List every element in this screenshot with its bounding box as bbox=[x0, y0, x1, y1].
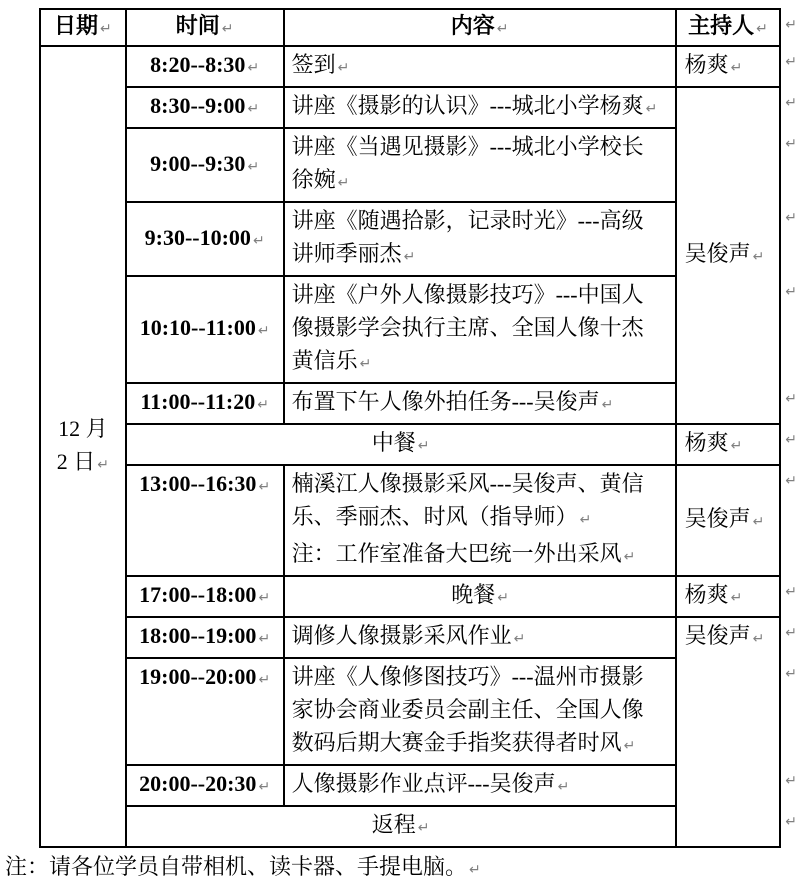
paragraph-mark: ↵ bbox=[257, 397, 269, 413]
row-end-glyph: ↵ bbox=[785, 584, 797, 600]
time-cell: 11:00--11:20 ↵ bbox=[126, 383, 284, 424]
col-header-host-label: 主持人 bbox=[688, 13, 755, 38]
paragraph-mark: ↵ bbox=[247, 60, 260, 76]
paragraph-mark: ↵ bbox=[252, 232, 265, 249]
table-row bbox=[40, 465, 798, 576]
content-paragraph: 楠溪江人像摄影采风---吴俊声、黄信乐、季丽杰、时风（指导师） ↵ bbox=[291, 471, 644, 529]
time-cell: 13:00--16:30 ↵ bbox=[126, 465, 284, 576]
lunch-cell: 中餐 ↵ bbox=[126, 424, 676, 465]
row-end-mark bbox=[780, 9, 798, 46]
row-end-mark bbox=[780, 128, 798, 202]
paragraph-mark: ↵ bbox=[417, 820, 430, 836]
host-cell-merged: 吴俊声 ↵ bbox=[676, 617, 781, 847]
host-cell: 杨爽 ↵ bbox=[676, 424, 781, 465]
content-cell: 讲座《当遇见摄影》---城北小学校长徐婉 ↵ bbox=[284, 128, 676, 202]
paragraph-mark: ↵ bbox=[258, 631, 271, 647]
paragraph-mark: ↵ bbox=[359, 356, 372, 372]
time-cell: 10:10--11:00 ↵ bbox=[126, 276, 284, 383]
content-cell bbox=[284, 465, 676, 576]
paragraph-mark: ↵ bbox=[557, 779, 570, 795]
return-cell: 返程 ↵ bbox=[126, 806, 676, 847]
content-cell: 讲座《随遇拾影，记录时光》---高级讲师季丽杰 ↵ bbox=[284, 202, 676, 276]
time-cell: 19:00--20:00 ↵ bbox=[126, 658, 284, 765]
row-end-mark bbox=[780, 202, 798, 276]
paragraph-mark: ↵ bbox=[645, 101, 658, 117]
row-end-mark bbox=[780, 765, 798, 806]
row-end-glyph: ↵ bbox=[785, 95, 797, 111]
host-cell: 吴俊声 ↵ bbox=[676, 465, 781, 576]
paragraph-mark: ↵ bbox=[99, 21, 112, 37]
host-cell: 杨爽 ↵ bbox=[676, 46, 781, 87]
content-cell: 签到 ↵ bbox=[284, 46, 676, 87]
date-cell bbox=[40, 46, 126, 847]
row-end-mark bbox=[780, 424, 798, 465]
row-end-glyph: ↵ bbox=[785, 391, 797, 407]
paragraph-mark: ↵ bbox=[752, 631, 765, 647]
table-row bbox=[40, 617, 798, 658]
row-end-mark bbox=[780, 465, 798, 576]
time-cell: 8:20--8:30 ↵ bbox=[126, 46, 284, 87]
date-line-2: 2 日 ↵ bbox=[56, 448, 109, 474]
paragraph-mark: ↵ bbox=[496, 21, 509, 37]
content-cell: 布置下午人像外拍任务---吴俊声 ↵ bbox=[284, 383, 676, 424]
paragraph-mark: ↵ bbox=[258, 479, 271, 495]
content-cell: 调修人像摄影采风作业 ↵ bbox=[284, 617, 676, 658]
paragraph-mark: ↵ bbox=[417, 438, 430, 454]
dinner-cell: 晚餐 ↵ bbox=[284, 576, 676, 617]
table-row bbox=[40, 87, 798, 128]
paragraph-mark: ↵ bbox=[752, 249, 765, 265]
col-header-date bbox=[40, 9, 126, 46]
header-row bbox=[40, 9, 798, 46]
col-header-content-label: 内容 bbox=[450, 13, 495, 38]
paragraph-mark: ↵ bbox=[258, 590, 271, 606]
paragraph-mark: ↵ bbox=[337, 175, 350, 191]
content-cell: 讲座《户外人像摄影技巧》---中国人像摄影学会执行主席、全国人像十杰黄信乐 ↵ bbox=[284, 276, 676, 383]
time-cell: 17:00--18:00 ↵ bbox=[126, 576, 284, 617]
content-cell: 讲座《摄影的认识》---城北小学杨爽 ↵ bbox=[284, 87, 676, 128]
row-end-mark bbox=[780, 87, 798, 128]
table-row-lunch bbox=[40, 424, 798, 465]
footnote bbox=[5, 852, 799, 885]
paragraph-mark: ↵ bbox=[258, 779, 271, 795]
paragraph-mark: ↵ bbox=[337, 60, 350, 76]
row-end-glyph: ↵ bbox=[785, 773, 797, 789]
time-cell: 20:00--20:30 ↵ bbox=[126, 765, 284, 806]
row-end-mark bbox=[780, 658, 798, 765]
table-row bbox=[40, 46, 798, 87]
row-end-glyph: ↵ bbox=[785, 210, 797, 226]
col-header-date-label: 日期 bbox=[53, 13, 98, 38]
paragraph-mark: ↵ bbox=[752, 514, 765, 530]
paragraph-mark: ↵ bbox=[756, 21, 768, 37]
time-cell: 9:30--10:00 ↵ bbox=[126, 202, 284, 276]
paragraph-mark: ↵ bbox=[730, 438, 743, 454]
paragraph-mark: ↵ bbox=[513, 631, 526, 647]
content-cell: 人像摄影作业点评---吴俊声 ↵ bbox=[284, 765, 676, 806]
row-end-glyph: ↵ bbox=[785, 136, 797, 152]
row-end-glyph: ↵ bbox=[785, 666, 797, 682]
row-end-glyph: ↵ bbox=[785, 17, 797, 33]
row-end-mark bbox=[780, 617, 798, 658]
row-end-glyph: ↵ bbox=[785, 473, 797, 489]
paragraph-mark: ↵ bbox=[497, 590, 509, 606]
content-cell: 讲座《人像修图技巧》---温州市摄影家协会商业委员会副主任、全国人像数码后期大赛金手指奖获得者时风 ↵ bbox=[284, 658, 676, 765]
time-cell: 18:00--19:00 ↵ bbox=[126, 617, 284, 658]
footnote-text: 注：请各位学员自带相机、读卡器、手提电脑。 bbox=[5, 854, 468, 879]
row-end-mark bbox=[780, 46, 798, 87]
row-end-glyph: ↵ bbox=[785, 54, 797, 70]
paragraph-mark: ↵ bbox=[469, 862, 481, 878]
paragraph-mark: ↵ bbox=[221, 21, 234, 37]
time-cell: 9:00--9:30 ↵ bbox=[126, 128, 284, 202]
host-cell: 杨爽 ↵ bbox=[676, 576, 781, 617]
paragraph-mark: ↵ bbox=[730, 590, 743, 606]
table-row-dinner bbox=[40, 576, 798, 617]
row-end-glyph: ↵ bbox=[785, 814, 797, 830]
paragraph-mark: ↵ bbox=[247, 101, 260, 117]
row-end-mark bbox=[780, 806, 798, 847]
time-cell: 8:30--9:00 ↵ bbox=[126, 87, 284, 128]
row-end-glyph: ↵ bbox=[785, 625, 797, 641]
paragraph-mark: ↵ bbox=[97, 456, 109, 473]
paragraph-mark: ↵ bbox=[257, 323, 270, 339]
row-end-mark bbox=[780, 576, 798, 617]
col-header-host bbox=[676, 9, 781, 46]
row-end-glyph: ↵ bbox=[785, 284, 797, 300]
row-end-glyph: ↵ bbox=[785, 432, 797, 448]
date-line-1: 12 月 bbox=[58, 415, 108, 441]
host-cell-merged: 吴俊声 ↵ bbox=[676, 87, 781, 424]
col-header-content bbox=[284, 9, 676, 46]
paragraph-mark: ↵ bbox=[623, 738, 636, 754]
paragraph-mark: ↵ bbox=[579, 512, 592, 528]
schedule-table bbox=[39, 8, 799, 848]
paragraph-mark: ↵ bbox=[601, 397, 614, 413]
row-end-mark bbox=[780, 383, 798, 424]
paragraph-mark: ↵ bbox=[258, 672, 271, 688]
col-header-time-label: 时间 bbox=[175, 13, 220, 38]
paragraph-mark: ↵ bbox=[623, 549, 636, 565]
paragraph-mark: ↵ bbox=[247, 158, 260, 175]
col-header-time bbox=[126, 9, 284, 46]
paragraph-mark: ↵ bbox=[403, 249, 416, 265]
content-paragraph: 注：工作室准备大巴统一外出采风 ↵ bbox=[291, 541, 636, 566]
paragraph-mark: ↵ bbox=[730, 60, 743, 76]
row-end-mark bbox=[780, 276, 798, 383]
